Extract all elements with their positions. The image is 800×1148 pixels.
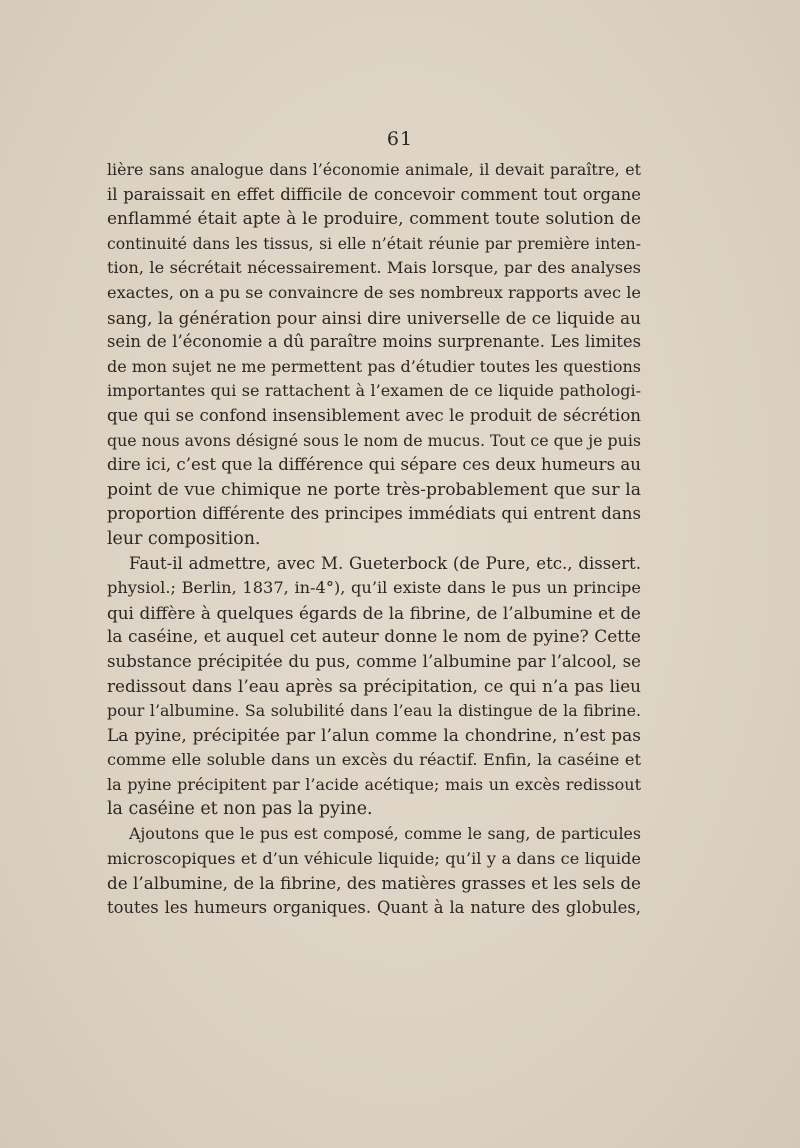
- page-number: 61: [386, 128, 414, 150]
- text-line: lière sans analogue dans l’économie animale, il devait paraître, et: [107, 160, 641, 179]
- text-line: il paraissait en effet difficile de concevoir comment tout organe: [107, 184, 641, 204]
- text-line: Faut-il admettre, avec M. Gueterbock (de Pure, etc., dissert.: [129, 553, 641, 573]
- text-line: sein de l’économie a dû paraître moins surprenante. Les limites: [107, 332, 641, 352]
- text-line: proportion différente des principes immédiats qui entrent dans: [107, 504, 641, 524]
- text-line: la pyine précipitent par l’acide acétique; mais un excès redissout: [107, 774, 641, 794]
- text-line: toutes les humeurs organiques. Quant à la nature des globules,: [107, 897, 641, 917]
- text-line: de mon sujet ne me permettent pas d’étudier toutes les questions: [107, 356, 641, 376]
- paragraph-1: [107, 158, 641, 552]
- text-line: leur composition.: [107, 528, 261, 549]
- text-line: dire ici, c’est que la différence qui sépare ces deux humeurs au: [107, 455, 641, 475]
- text-line: continuité dans les tissus, si elle n’était réunie par première inten-: [107, 234, 641, 253]
- text-line: importantes qui se rattachent à l’examen de ce liquide pathologi-: [107, 381, 641, 401]
- text-line: qui diffère à quelques égards de la fibrine, de l’albumine et de: [107, 602, 641, 623]
- text-line: point de vue chimique ne porte très-probablement que sur la: [107, 479, 641, 500]
- text-line: sang, la génération pour ainsi dire universelle de ce liquide au: [107, 307, 641, 328]
- text-line: La pyine, précipitée par l’alun comme la chondrine, n’est pas: [107, 725, 641, 746]
- text-line: comme elle soluble dans un excès du réactif. Enfin, la caséine et: [107, 750, 641, 770]
- text-line: la caséine et non pas la pyine.: [107, 799, 373, 820]
- text-line: substance précipitée du pus, comme l’albumine par l’alcool, se: [107, 651, 641, 671]
- text-block: [107, 158, 641, 920]
- text-line: enflammé était apte à le produire, comment toute solution de: [107, 209, 641, 230]
- text-line: pour l’albumine. Sa solubilité dans l’eau la distingue de la fibrine.: [107, 701, 641, 721]
- text-line: que nous avons désigné sous le nom de mucus. Tout ce que je puis: [107, 430, 641, 450]
- text-line: de l’albumine, de la fibrine, des matières grasses et les sels de: [107, 873, 641, 894]
- text-line: exactes, on a pu se convaincre de ses nombreux rapports avec le: [107, 282, 641, 302]
- text-line: microscopiques et d’un véhicule liquide; qu’il y a dans ce liquide: [107, 848, 641, 868]
- text-line: la caséine, et auquel cet auteur donne le nom de pyine? Cette: [107, 627, 641, 648]
- text-line: physiol.; Berlin, 1837, in-4°), qu’il existe dans le pus un principe: [107, 578, 641, 598]
- text-line: redissout dans l’eau après sa précipitation, ce qui n’a pas lieu: [107, 676, 641, 697]
- text-line: tion, le sécrétait nécessairement. Mais lorsque, par des analyses: [107, 258, 641, 278]
- text-line: que qui se confond insensiblement avec le produit de sécrétion: [107, 405, 641, 425]
- paragraph-2: [107, 552, 641, 823]
- text-line: Ajoutons que le pus est composé, comme le sang, de particules: [129, 824, 641, 844]
- paragraph-3: [107, 822, 641, 920]
